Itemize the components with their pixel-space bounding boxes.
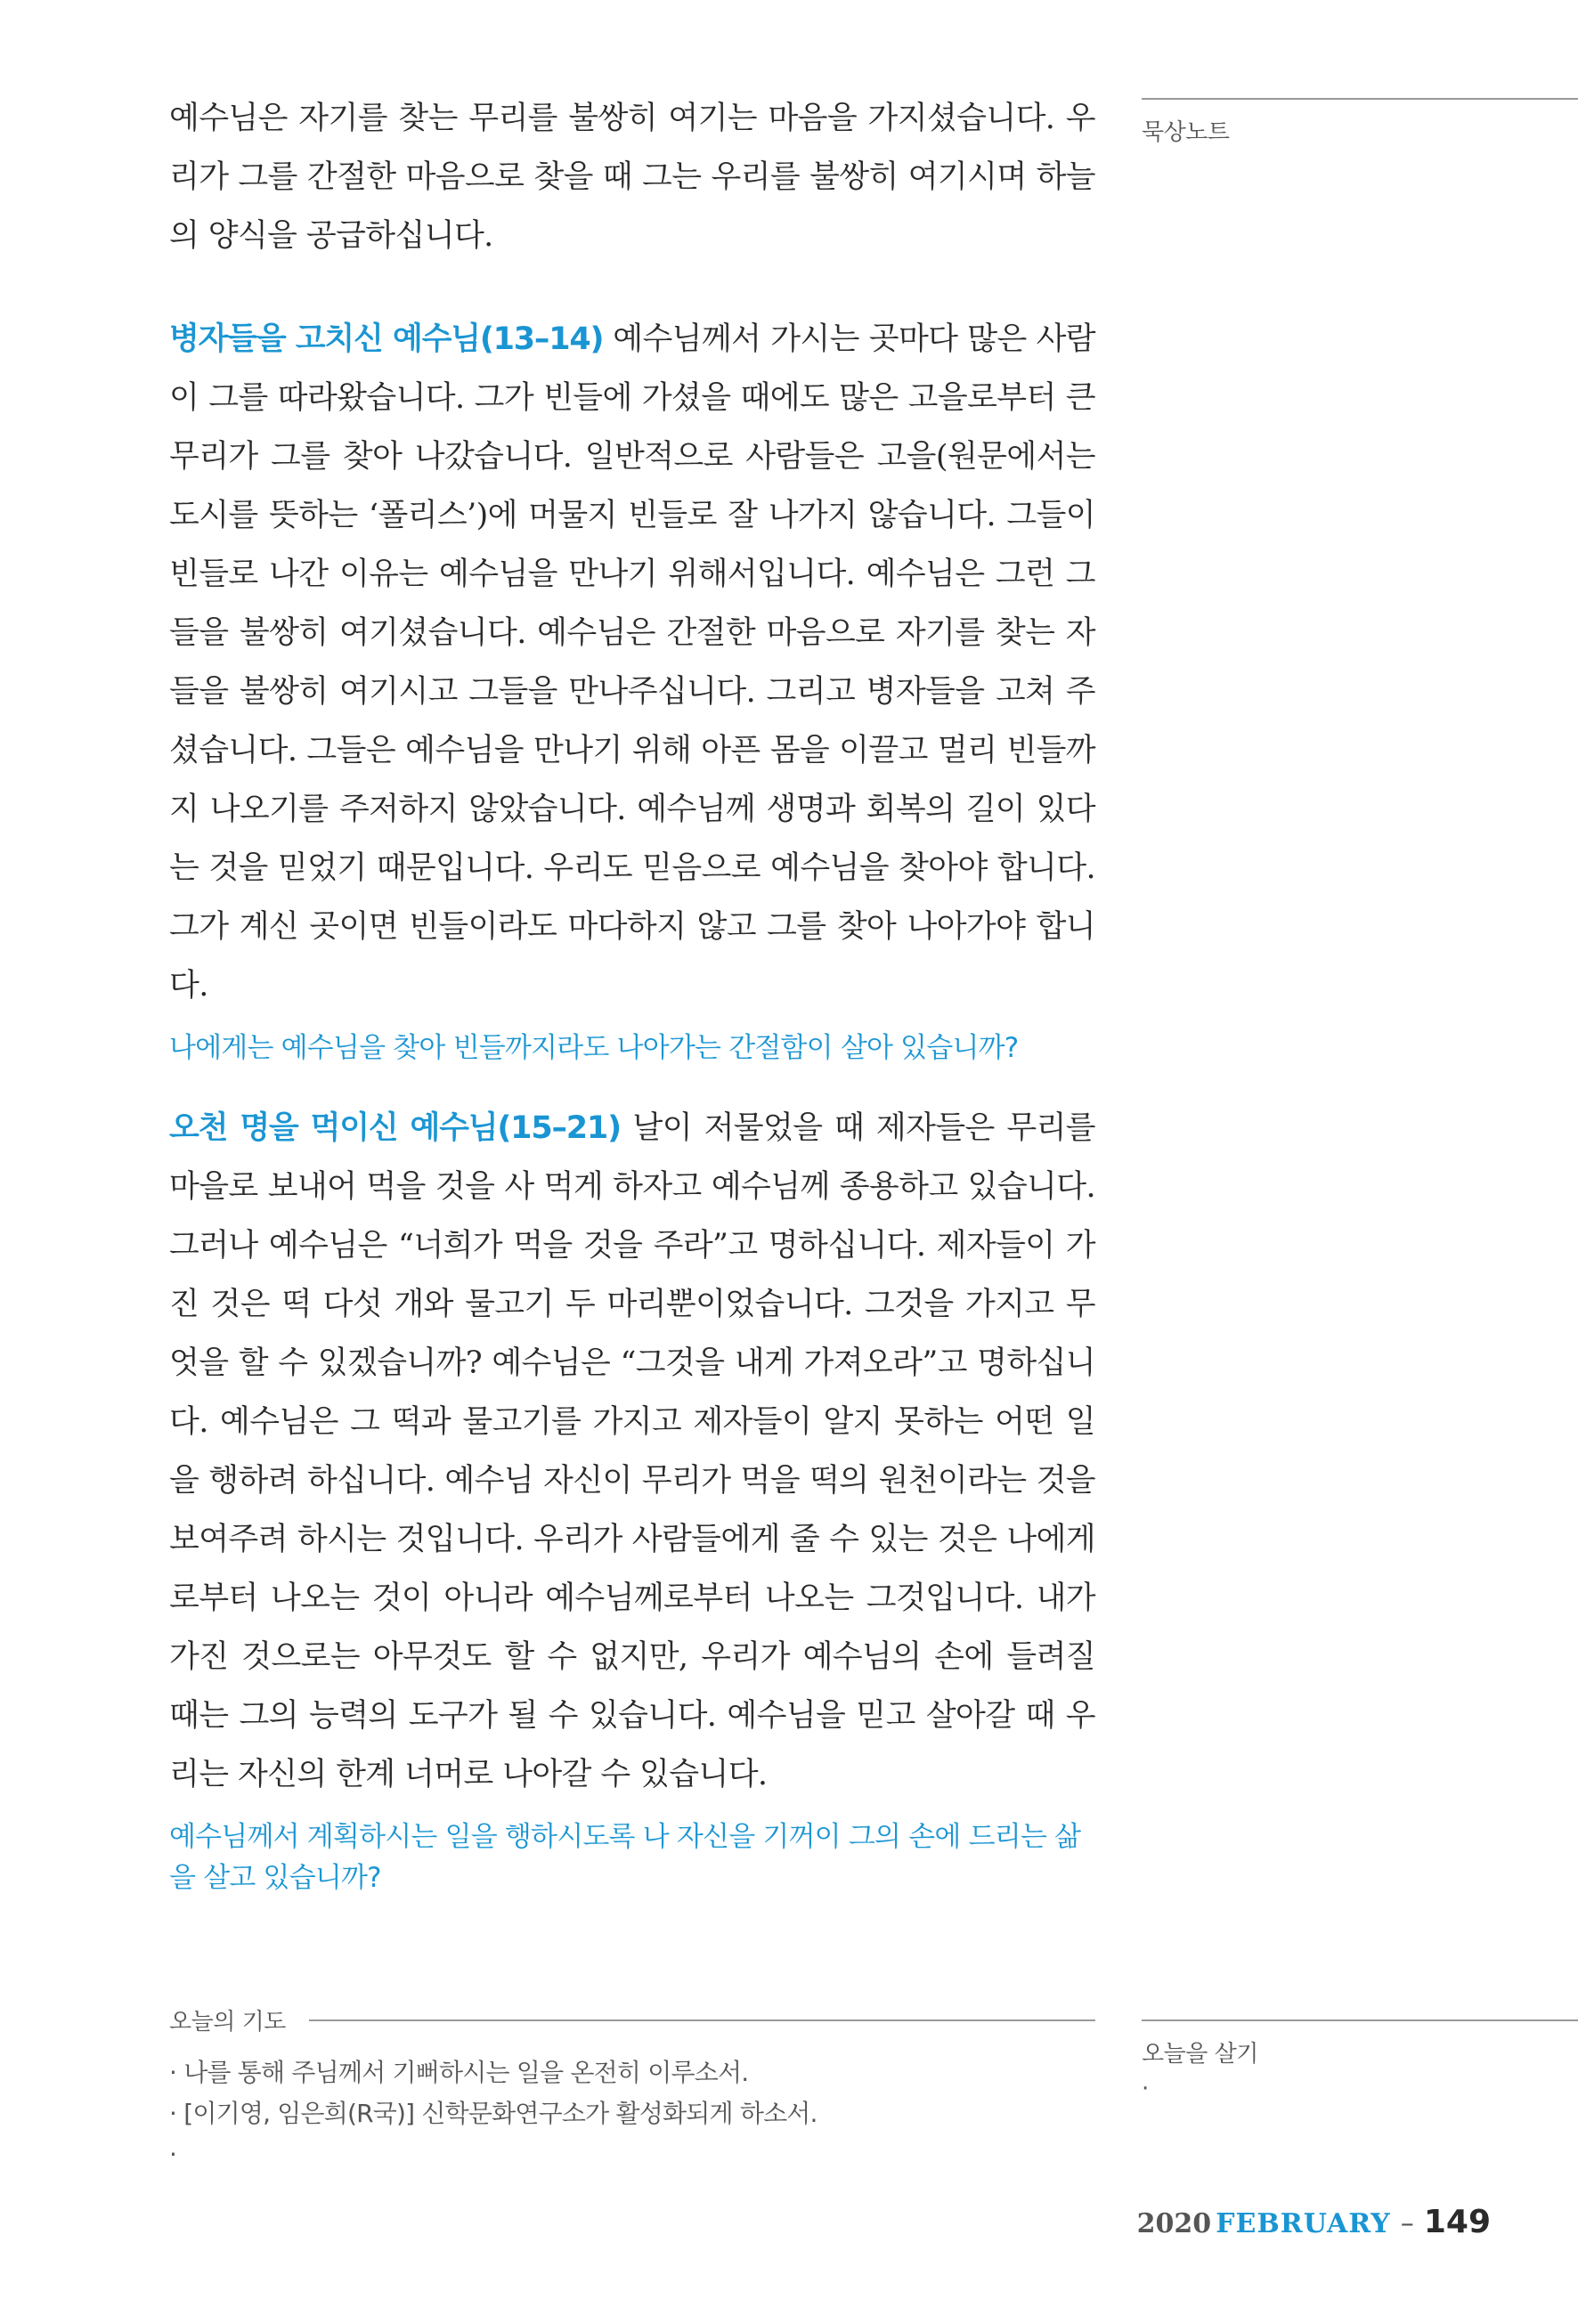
prayer-title: 오늘의 기도 bbox=[169, 2009, 286, 2036]
footer-month: FEBRUARY bbox=[1216, 2208, 1391, 2239]
page-number: 149 bbox=[1423, 2204, 1491, 2240]
section1-text: 예수님께서 가시는 곳마다 많은 사람이 그를 따라왔습니다. 그가 빈들에 가셨을 때에도 많은 고을로부터 큰 무리가 그를 찾아 나갔습니다. 일반적으로 사람들은 고을(원문에서는 도시를 뜻하는 ‘폴리스’)에 머물지 빈들로 잘 나가지 않습니다. 그들이 빈들로 나간 이유는 예수님을 만나기 위해서입니다. 예수님은 그런 그들을 불쌍히 여기셨습니다. 예수님은 간절한 마음으로 자기를 찾는 자들을 불쌍히 여기시고 그들을 만나주십니다. 그리고 병자들을 고쳐 주셨습니다. 그들은 예수님을 만나기 위해 아픈 몸을 이끌고 멀리 빈들까지 나오기를 주저하지 않았습니다. 예수님께 생명과 회복의 길이 있다는 것을 믿었기 때문입니다. 우리도 믿음으로 예수님을 찾아야 합니다. 그가 계신 곳이면 빈들이라도 마다하지 않고 그를 찾아 나아가야 합니다. bbox=[169, 321, 1096, 1004]
section2-text: 날이 저물었을 때 제자들은 무리를 마을로 보내어 먹을 것을 사 먹게 하자고 예수님께 종용하고 있습니다. 그러나 예수님은 “너희가 먹을 것을 주라”고 명하십니다. 제자들이 가진 것은 떡 다섯 개와 물고기 두 마리뿐이었습니다. 그것을 가지고 무엇을 할 수 있겠습니까? 예수님은 “그것을 내게 가져오라”고 명하십니다. 예수님은 그 떡과 물고기를 가지고 제자들이 알지 못하는 어떤 일을 행하려 하십니다. 예수님 자신이 무리가 먹을 떡의 원천이라는 것을 보여주려 하시는 것입니다. 우리가 사람들에게 줄 수 있는 것은 나에게로부터 나오는 것이 아니라 예수님께로부터 나오는 그것입니다. 내가 가진 것으로는 아무것도 할 수 없지만, 우리가 예수님의 손에 들려질 때는 그의 능력의 도구가 될 수 있습니다. 예수님을 믿고 살아갈 때 우리는 자신의 한계 너머로 나아갈 수 있습니다. bbox=[169, 1110, 1095, 1792]
prayer-rule bbox=[309, 2019, 1095, 2021]
prayer-item: · [이기영, 임은희(R국)] 신학문화연구소가 활성화되게 하소서. bbox=[169, 2099, 817, 2128]
live-today-bullet: · bbox=[1142, 2076, 1150, 2102]
live-today-sidebar bbox=[1142, 2019, 1578, 2102]
section2-question: 예수님께서 계획하시는 일을 행하시도록 나 자신을 기꺼이 그의 손에 드리는 삶을 살고 있습니까? bbox=[169, 1821, 1081, 1894]
footer-dash: – bbox=[1400, 2208, 1414, 2239]
footer-year: 2020 bbox=[1136, 2208, 1212, 2239]
section1-question: 나에게는 예수님을 찾아 빈들까지라도 나아가는 간절함이 살아 있습니까? bbox=[169, 1032, 1019, 1064]
sidebar-rule bbox=[1142, 2019, 1578, 2021]
memo-note-sidebar bbox=[1142, 98, 1578, 147]
prayer-header bbox=[169, 2003, 1095, 2036]
section2-heading: 오천 명을 먹이신 예수님(15–21) bbox=[169, 1110, 621, 1146]
prayer-item: · bbox=[169, 2140, 177, 2169]
section1-heading: 병자들을 고치신 예수님(13–14) bbox=[169, 321, 604, 357]
live-today-label: 오늘을 살기 bbox=[1142, 2041, 1258, 2068]
prayer-list bbox=[169, 2052, 1095, 2175]
main-text-column bbox=[169, 89, 1095, 1898]
intro-paragraph: 예수님은 자기를 찾는 무리를 불쌍히 여기는 마음을 가지셨습니다. 우리가 그를 간절한 마음으로 찾을 때 그는 우리를 불쌍히 여기시며 하늘의 양식을 공급하십니다. bbox=[169, 101, 1095, 254]
today-prayer-box bbox=[169, 2003, 1095, 2175]
memo-note-label: 묵상노트 bbox=[1142, 119, 1230, 146]
page-footer bbox=[1137, 2204, 1491, 2240]
sidebar-rule bbox=[1142, 98, 1578, 100]
section1-paragraph bbox=[169, 310, 1095, 1015]
section2-paragraph bbox=[169, 1099, 1095, 1804]
prayer-item: · 나를 통해 주님께서 기뻐하시는 일을 온전히 이루소서. bbox=[169, 2058, 749, 2087]
